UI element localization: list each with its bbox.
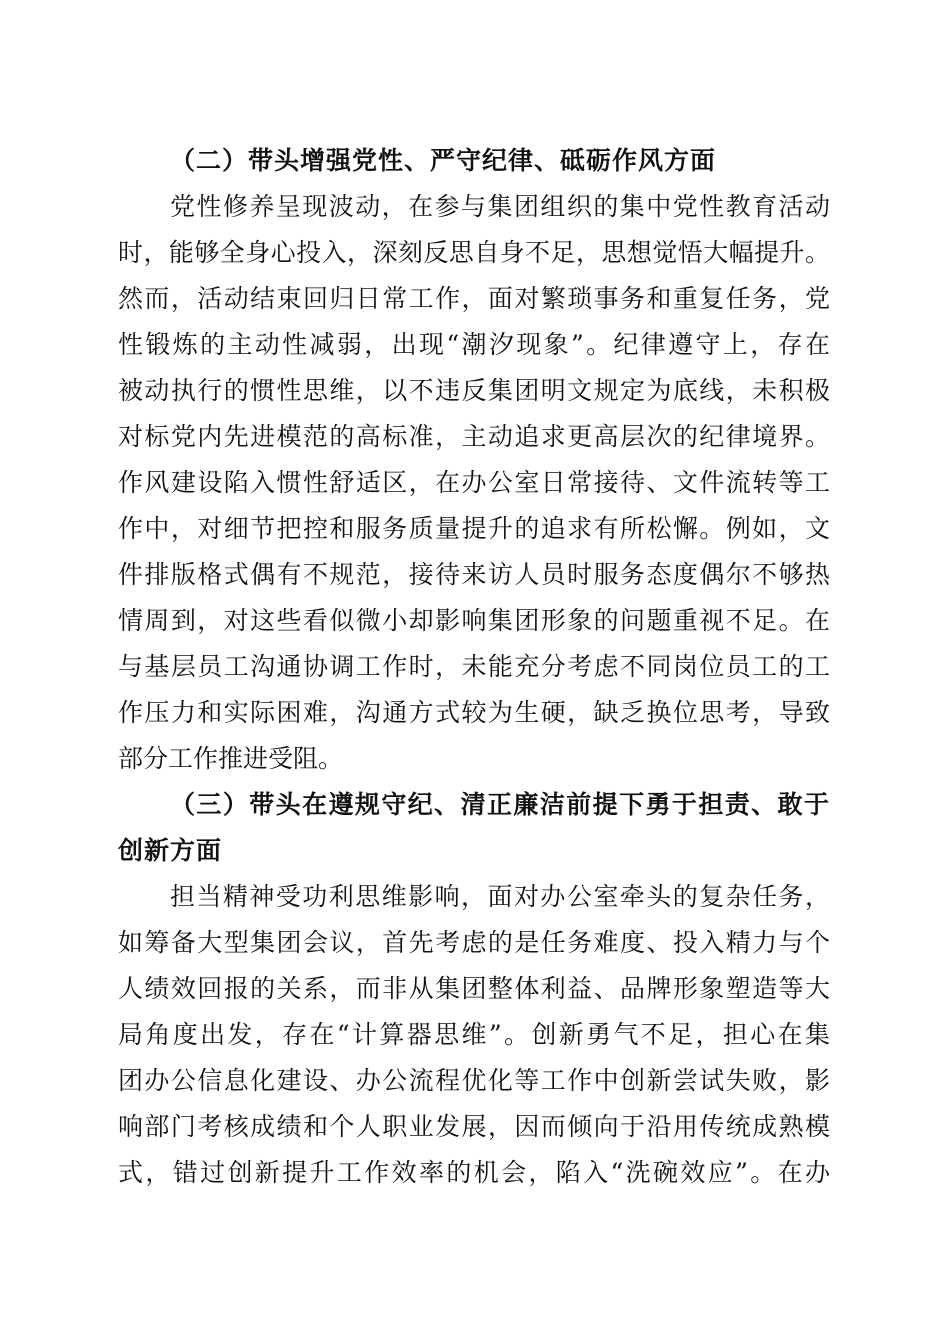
paragraph-line: 与基层员工沟通协调工作时，未能充分考虑不同岗位员工的工 bbox=[118, 652, 830, 681]
paragraph-line: 如筹备大型集团会议，首先考虑的是任务难度、投入精力与个 bbox=[118, 928, 830, 957]
paragraph-line: 作压力和实际困难，沟通方式较为生硬，缺乏换位思考，导致 bbox=[118, 698, 830, 727]
paragraph-line: 担当精神受功利思维影响，面对办公室牵头的复杂任务， bbox=[170, 882, 830, 911]
paragraph-line: 响部门考核成绩和个人职业发展，因而倾向于沿用传统成熟模 bbox=[118, 1112, 830, 1141]
paragraph-line: 人绩效回报的关系，而非从集团整体利益、品牌形象塑造等大 bbox=[118, 974, 830, 1003]
section-2-heading: （二）带头增强党性、严守纪律、砥砺作风方面 bbox=[170, 146, 717, 175]
paragraph-line: 然而，活动结束回归日常工作，面对繁琐事务和重复任务，党 bbox=[118, 284, 830, 313]
paragraph-line: 件排版格式偶有不规范，接待来访人员时服务态度偶尔不够热 bbox=[118, 560, 830, 589]
paragraph-line: 局角度出发，存在“计算器思维”。创新勇气不足，担心在集 bbox=[118, 1020, 830, 1049]
paragraph-line: 作中，对细节把控和服务质量提升的追求有所松懈。例如，文 bbox=[118, 514, 830, 543]
paragraph-line: 时，能够全身心投入，深刻反思自身不足，思想觉悟大幅提升。 bbox=[118, 238, 830, 267]
paragraph-line: 情周到，对这些看似微小却影响集团形象的问题重视不足。在 bbox=[118, 606, 830, 635]
paragraph-line: 团办公信息化建设、办公流程优化等工作中创新尝试失败，影 bbox=[118, 1066, 830, 1095]
paragraph-line: 党性修养呈现波动，在参与集团组织的集中党性教育活动 bbox=[170, 192, 830, 221]
paragraph-line: 被动执行的惯性思维，以不违反集团明文规定为底线，未积极 bbox=[118, 376, 830, 405]
paragraph-line: 性锻炼的主动性减弱，出现“潮汐现象”。纪律遵守上，存在 bbox=[118, 330, 830, 359]
paragraph-line: 部分工作推进受阻。 bbox=[118, 744, 344, 773]
paragraph-line: 作风建设陷入惯性舒适区，在办公室日常接待、文件流转等工 bbox=[118, 468, 830, 497]
paragraph-line: 式，错过创新提升工作效率的机会，陷入“洗碗效应”。在办 bbox=[118, 1158, 830, 1187]
document-body bbox=[118, 138, 830, 1196]
section-3-heading: （三）带头在遵规守纪、清正廉洁前提下勇于担责、敢于 bbox=[170, 790, 830, 819]
paragraph-line: 对标党内先进模范的高标准，主动追求更高层次的纪律境界。 bbox=[118, 422, 830, 451]
section-3-heading-continued: 创新方面 bbox=[118, 836, 223, 865]
